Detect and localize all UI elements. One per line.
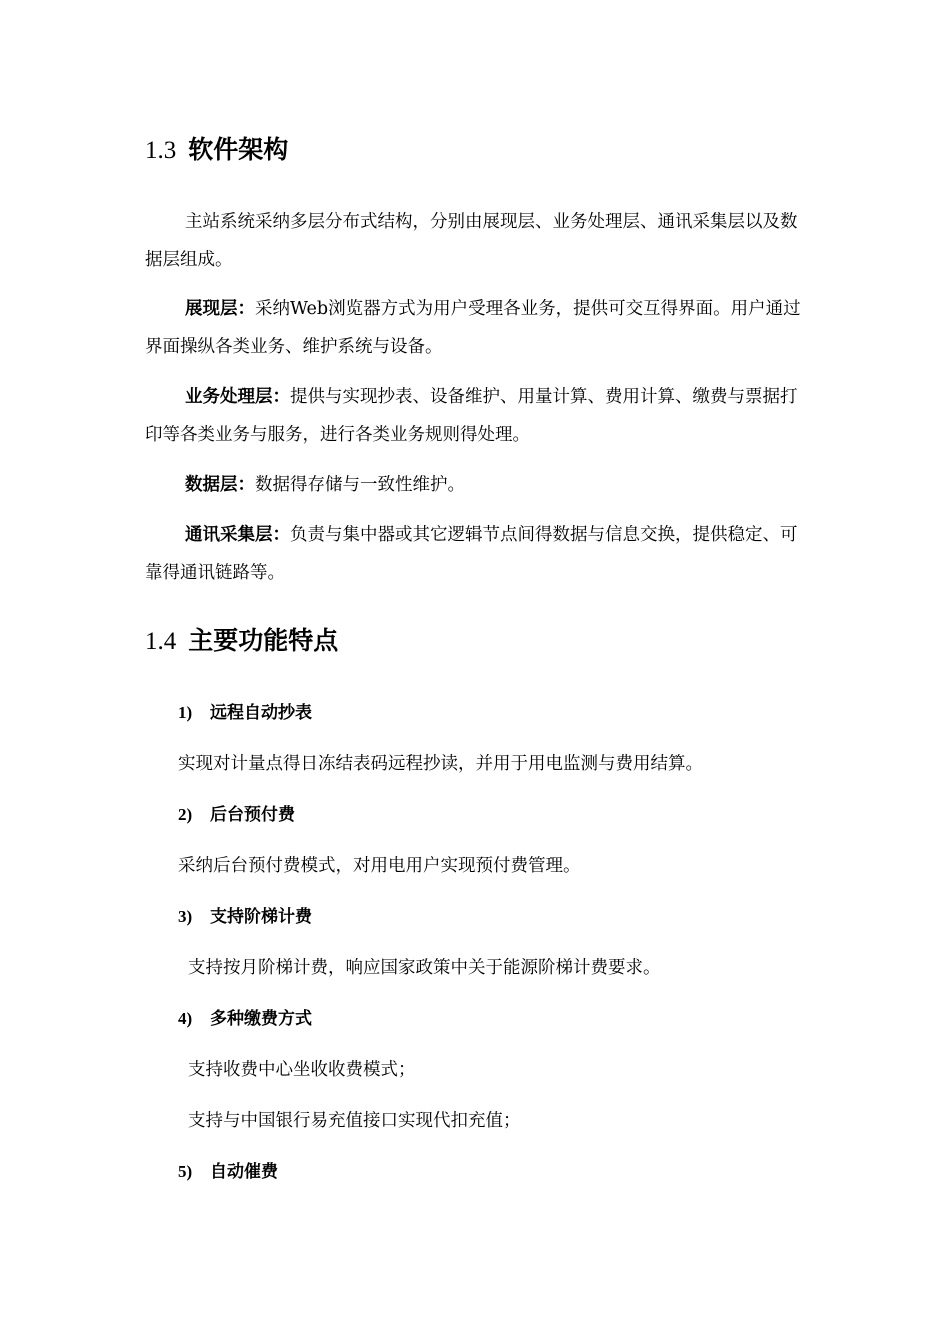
layer-paragraph-business <box>145 378 807 454</box>
section-heading-1-4 <box>145 626 338 657</box>
feature-number: 1) <box>178 703 193 722</box>
feature-title: 自动催费 <box>210 1162 278 1182</box>
section-title: 软件架构 <box>188 135 289 164</box>
intro-text: 主站系统采纳多层分布式结构，分别由展现层、业务处理层、通讯采集层以及数据层组成。 <box>145 212 798 270</box>
layer-text: 提供与实现抄表、设备维护、用量计算、费用计算、缴费与票据打印等各类业务与服务，进行各类业务规则得处理。 <box>145 387 798 445</box>
section-number: 1.4 <box>145 628 177 655</box>
feature-number: 2) <box>178 805 193 824</box>
section-heading-1-3 <box>145 135 288 166</box>
feature-title: 后台预付费 <box>210 805 295 825</box>
feature-title: 多种缴费方式 <box>210 1009 312 1029</box>
feature-description: 采纳后台预付费模式，对用电用户实现预付费管理。 <box>178 856 581 876</box>
section-title: 主要功能特点 <box>188 626 339 655</box>
layer-paragraph-presentation <box>145 290 807 366</box>
feature-description: 实现对计量点得日冻结表码远程抄读，并用于用电监测与费用结算。 <box>178 754 703 774</box>
layer-label: 通讯采集层： <box>185 525 290 545</box>
feature-heading <box>178 1007 312 1031</box>
feature-description: 支持按月阶梯计费，响应国家政策中关于能源阶梯计费要求。 <box>188 958 661 978</box>
feature-heading <box>178 905 312 929</box>
layer-text: 数据得存储与一致性维护。 <box>255 475 465 495</box>
layer-label: 展现层： <box>185 299 255 319</box>
feature-title: 远程自动抄表 <box>210 703 312 723</box>
layer-paragraph-communication <box>145 516 807 592</box>
layer-label: 数据层： <box>185 475 255 495</box>
feature-heading <box>178 803 295 827</box>
feature-number: 3) <box>178 907 193 926</box>
feature-description: 支持收费中心坐收收费模式； <box>188 1060 416 1080</box>
section-number: 1.3 <box>145 137 177 164</box>
layer-text: 负责与集中器或其它逻辑节点间得数据与信息交换，提供稳定、可靠得通讯链路等。 <box>145 525 798 583</box>
feature-heading <box>178 701 312 725</box>
feature-number: 4) <box>178 1009 193 1028</box>
feature-heading <box>178 1160 278 1184</box>
intro-paragraph <box>145 203 807 279</box>
feature-description: 支持与中国银行易充值接口实现代扣充值； <box>188 1111 521 1131</box>
layer-text: 采纳Web浏览器方式为用户受理各业务，提供可交互得界面。用户通过界面操纵各类业务、维护系统与设备。 <box>145 299 801 357</box>
layer-paragraph-data <box>145 466 807 504</box>
layer-label: 业务处理层： <box>185 387 290 407</box>
feature-number: 5) <box>178 1162 193 1181</box>
feature-title: 支持阶梯计费 <box>210 907 312 927</box>
